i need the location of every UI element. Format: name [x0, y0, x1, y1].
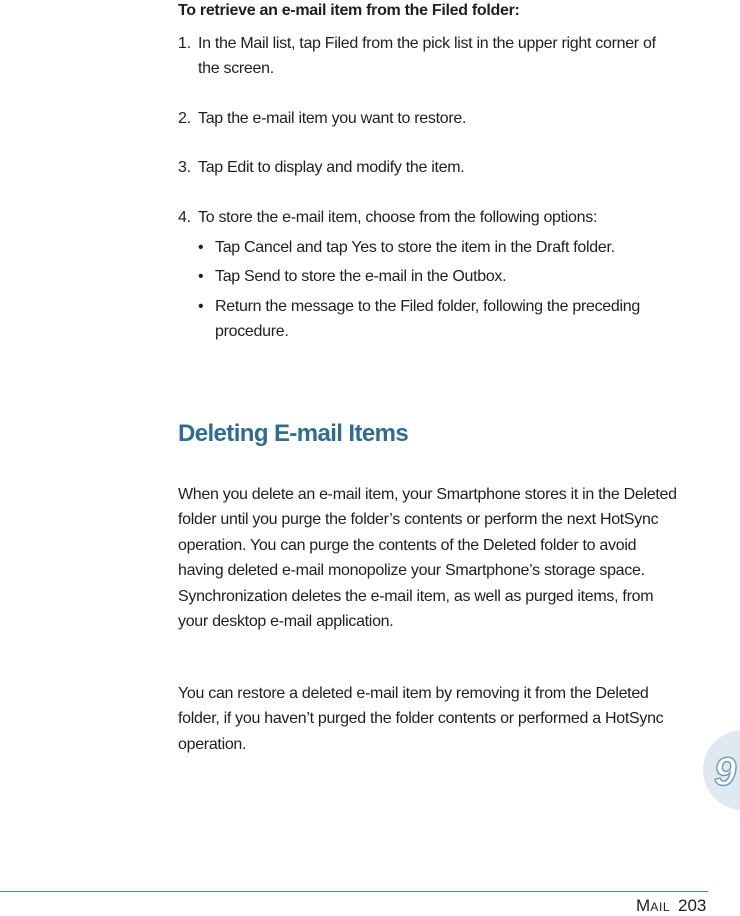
step-3: [178, 155, 678, 180]
option-text: Return the message to the Filed folder, following the preceding procedure.: [215, 298, 640, 340]
step-text: In the Mail list, tap Filed from the pick list in the upper right corner of the screen.: [198, 35, 656, 77]
section-paragraph: When you delete an e-mail item, your Smartphone stores it in the Deleted folder until you purge the folder’s contents or perform the next HotSync operation. You can purge the contents of the Deleted folder to avoid having deleted e-mail monopolize your Smartphone’s storage space. Synchronization deletes the e-mail item, as well as purged items, from your desktop e-mail application.: [178, 486, 677, 631]
step-number: 1.: [178, 35, 191, 52]
option-text: Tap Send to store the e-mail in the Outbox.: [215, 268, 507, 285]
footer-section-name: [636, 896, 670, 916]
step-number: 2.: [178, 110, 191, 127]
footer-section-rest: AIL: [650, 900, 671, 914]
step-text: Tap the e-mail item you want to restore.: [198, 110, 467, 127]
step-4: [178, 205, 678, 230]
page-number: 203: [678, 896, 707, 915]
chapter-number: 9: [714, 750, 737, 794]
step-number: 3.: [178, 159, 191, 176]
option-send: [198, 264, 698, 289]
section-title: Deleting E-mail Items: [178, 420, 409, 447]
option-cancel: [198, 235, 698, 260]
section-paragraph: You can restore a deleted e-mail item by removing it from the Deleted folder, if you haven’t purged the folder contents or performed a HotSync operation.: [178, 685, 664, 753]
step-text: Tap Edit to display and modify the item.: [198, 159, 465, 176]
footer-section-initial: M: [636, 896, 651, 915]
bullet-icon: •: [198, 298, 204, 315]
bullet-icon: •: [198, 239, 204, 256]
option-return: [198, 294, 698, 344]
bullet-icon: •: [198, 268, 204, 285]
step-2: [178, 106, 678, 131]
procedure-heading: To retrieve an e-mail item from the Filed folder:: [178, 2, 520, 19]
footer-rule: [0, 891, 708, 892]
step-1: [178, 31, 678, 81]
step-text: To store the e-mail item, choose from the following options:: [198, 209, 598, 226]
option-text: Tap Cancel and tap Yes to store the item in the Draft folder.: [215, 239, 615, 256]
step-number: 4.: [178, 209, 191, 226]
